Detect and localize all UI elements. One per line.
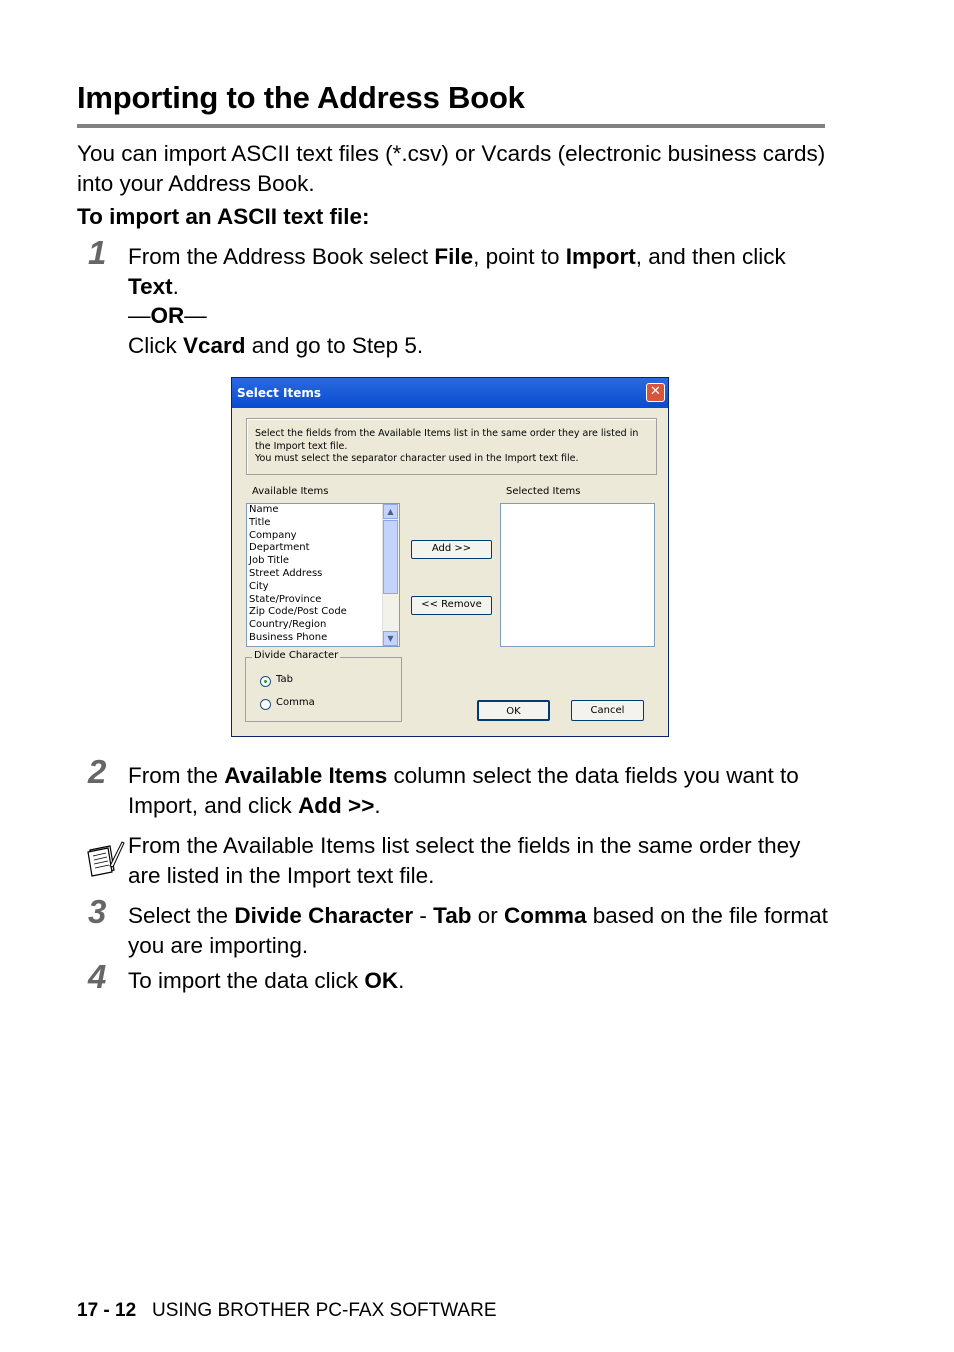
select-items-dialog [231, 377, 669, 737]
list-item[interactable]: City [249, 580, 269, 592]
step-1-text [128, 242, 838, 360]
divide-character-label: Divide Character [254, 650, 339, 661]
intro-paragraph: You can import ASCII text files (*.csv) or Vcards (electronic business cards) into your Address Book. [77, 141, 826, 196]
available-items-list[interactable] [246, 503, 400, 647]
step-4-text: To import the data click OK. [128, 968, 405, 993]
add-button[interactable]: Add >> [411, 540, 492, 559]
or-separator: —OR— [128, 303, 207, 328]
close-icon[interactable]: ✕ [646, 383, 665, 402]
instruction-line-2: You must select the separator character used in the Import text file. [255, 453, 579, 464]
step-1-alt: Click Vcard and go to Step 5. [128, 332, 424, 358]
instruction-line-1: Select the fields from the Available Items list in the same order they are listed in the Import text file. [255, 428, 639, 452]
step-1-line: From the Address Book select File, point to Import, and then click Text. [128, 244, 786, 299]
radio-selected-dot [264, 680, 267, 683]
step-number-3: 3 [88, 893, 107, 930]
list-item[interactable]: Country/Region [249, 619, 327, 631]
list-item[interactable]: Company [249, 529, 297, 541]
section-name: USING BROTHER PC-FAX SOFTWARE [152, 1300, 497, 1321]
selected-items-list[interactable] [500, 503, 655, 647]
note-pencil-icon [84, 838, 126, 880]
dialog-title: Select Items [237, 386, 322, 400]
list-item[interactable]: Job Title [249, 555, 290, 567]
list-item[interactable]: State/Province [249, 593, 322, 605]
step-2-text: From the Available Items column select the data fields you want to Import, and click Add >>. [128, 763, 799, 818]
available-items-label: Available Items [252, 486, 329, 497]
step-number-4: 4 [88, 958, 107, 995]
tab-option-label[interactable]: Tab [276, 674, 293, 685]
title-rule [77, 124, 825, 128]
subheading: To import an ASCII text file: [77, 204, 370, 229]
ok-button[interactable]: OK [477, 700, 550, 721]
list-item[interactable]: Title [249, 516, 271, 528]
comma-radio[interactable] [260, 699, 271, 710]
remove-button[interactable]: << Remove [411, 596, 492, 615]
dialog-title-bar [232, 378, 668, 408]
list-item[interactable]: Street Address [249, 567, 323, 579]
step-number-2: 2 [88, 753, 107, 790]
scroll-thumb[interactable] [383, 520, 398, 594]
scroll-down-icon[interactable]: ▼ [383, 631, 398, 646]
list-item[interactable]: Name [249, 504, 279, 515]
list-item[interactable]: Department [249, 542, 310, 554]
page-title: Importing to the Address Book [77, 80, 525, 115]
list-scrollbar[interactable] [382, 504, 399, 646]
page-footer [77, 1300, 497, 1322]
available-items-entries [247, 504, 399, 645]
comma-option-label[interactable]: Comma [276, 697, 315, 708]
step-number-1: 1 [88, 234, 107, 271]
divide-character-group [245, 650, 402, 722]
instruction-box [246, 418, 657, 475]
list-item[interactable]: Zip Code/Post Code [249, 606, 347, 618]
list-item[interactable]: Business Phone [249, 631, 328, 643]
note-text: From the Available Items list select the fields in the same order they are listed in the Import text file. [128, 833, 801, 888]
cancel-button[interactable]: Cancel [571, 700, 644, 721]
step-3-text: Select the Divide Character - Tab or Comma based on the file format you are importing. [128, 903, 828, 958]
tab-radio[interactable] [260, 676, 271, 687]
page-number: 17 - 12 [77, 1300, 137, 1321]
scroll-up-icon[interactable]: ▲ [383, 504, 398, 519]
selected-items-label: Selected Items [506, 486, 581, 497]
